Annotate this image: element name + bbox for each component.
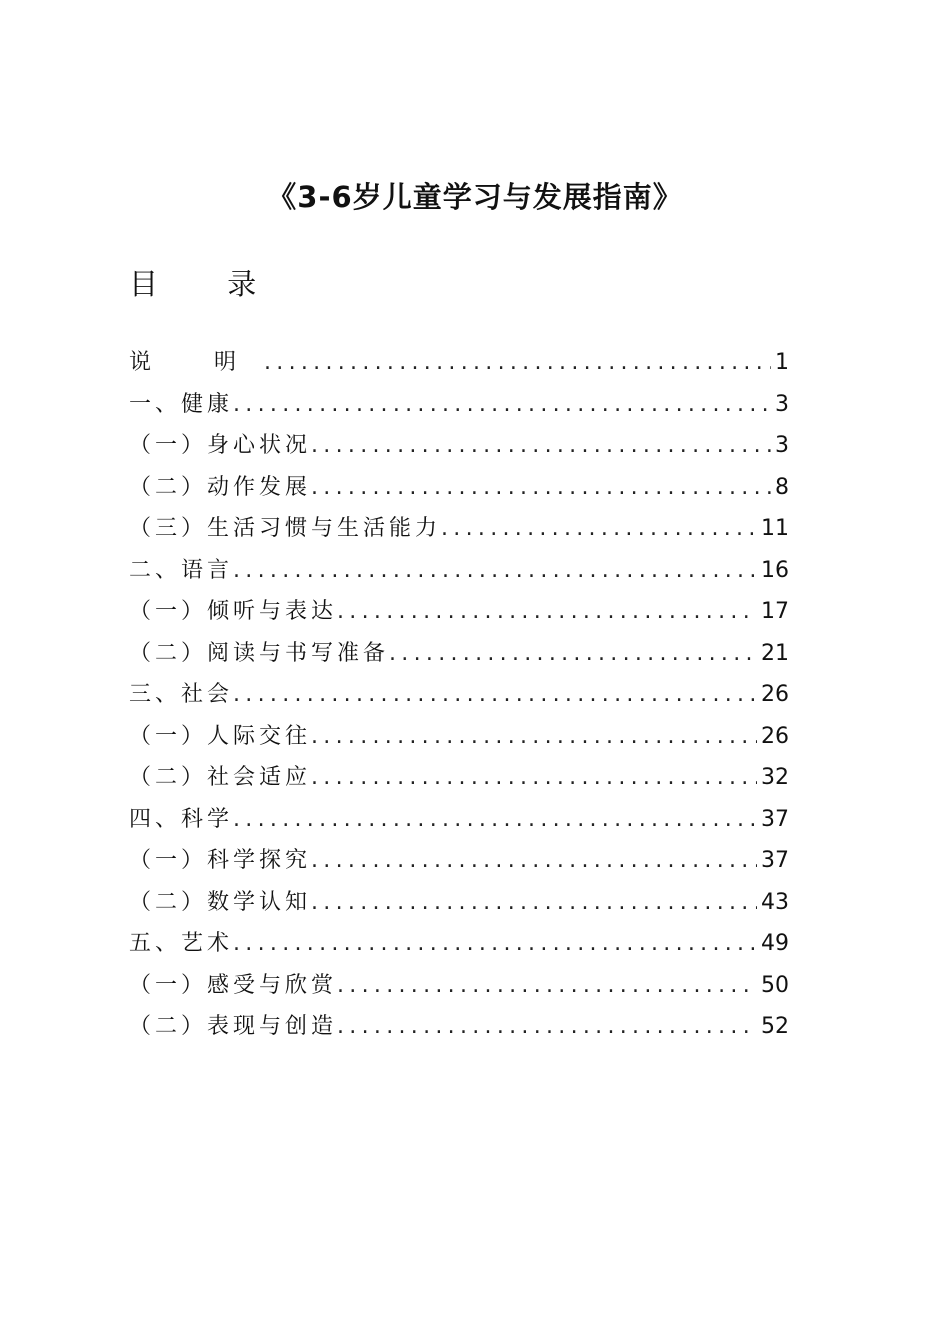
toc-entry-page: 1 [775,350,789,375]
toc-leader-dots [233,384,771,426]
toc-entry-label: 五、艺术 [129,931,234,956]
toc-leader-dots [233,550,757,592]
toc-entry[interactable] [129,633,789,675]
toc-entry-page: 26 [761,682,789,707]
toc-entry[interactable] [129,923,789,965]
toc-entry-page: 11 [761,516,789,541]
toc-entry-label: （一）科学探究 [129,848,312,873]
toc-entry-page: 50 [761,972,789,998]
toc-entry[interactable] [129,425,789,467]
toc-entry[interactable] [129,840,789,882]
toc-entry[interactable] [129,467,789,509]
toc-entry-page: 43 [761,889,789,915]
toc-entry-label: 四、科学 [129,806,234,832]
toc-entry-label: （二）阅读与书写准备 [129,640,390,666]
toc-entry-label: 二、语言 [129,557,234,583]
toc-leader-dots [337,1006,757,1048]
toc-entry-label: （一）人际交往 [129,723,312,749]
toc-entry-page: 3 [775,433,789,458]
toc-entry-label: （二）表现与创造 [129,1014,338,1039]
toc-entry-page: 17 [761,599,789,624]
toc-entry[interactable] [129,799,789,841]
toc-entry-label: 一、健康 [129,391,234,417]
toc-entry-page: 32 [761,765,789,790]
toc-entry[interactable] [129,384,789,426]
toc-leader-dots [337,965,757,1007]
toc-entry[interactable] [129,882,789,924]
toc-entry-page: 49 [761,931,789,956]
toc-leader-dots [337,591,757,633]
document-title: 《3-6岁儿童学习与发展指南》 [267,180,683,214]
toc-leader-dots [389,633,757,675]
toc-entry[interactable] [129,757,789,799]
toc-entry-label: 说 明 [129,350,264,375]
toc-entry-page: 52 [761,1014,789,1039]
toc-entry-page: 16 [761,557,789,583]
toc-heading: 目 录 [129,267,287,301]
toc-entry-label: （一）身心状况 [129,433,312,458]
toc-entry-label: （一）倾听与表达 [129,599,338,624]
toc-entry-label: 三、社会 [129,682,234,707]
toc-entry-page: 21 [761,640,789,666]
toc-leader-dots [233,674,757,716]
table-of-contents [129,342,789,1048]
toc-entry-label: （三）生活习惯与生活能力 [129,516,442,541]
toc-entry-page: 26 [761,723,789,749]
toc-entry-label: （二）社会适应 [129,765,312,790]
toc-entry-page: 37 [761,806,789,832]
toc-entry-label: （二）动作发展 [129,474,312,500]
toc-leader-dots [311,467,771,509]
toc-entry[interactable] [129,591,789,633]
toc-leader-dots [264,342,771,384]
toc-entry[interactable] [129,716,789,758]
toc-entry[interactable] [129,674,789,716]
toc-entry[interactable] [129,342,789,384]
toc-entry[interactable] [129,508,789,550]
toc-entry[interactable] [129,965,789,1007]
toc-entry[interactable] [129,550,789,592]
toc-leader-dots [233,799,757,841]
toc-leader-dots [311,840,757,882]
toc-leader-dots [311,425,771,467]
toc-leader-dots [311,757,757,799]
toc-leader-dots [311,716,757,758]
toc-entry-label: （二）数学认知 [129,889,312,915]
toc-leader-dots [441,508,757,550]
toc-entry-page: 3 [775,391,789,417]
toc-entry[interactable] [129,1006,789,1048]
toc-leader-dots [311,882,757,924]
toc-leader-dots [233,923,757,965]
toc-entry-page: 37 [761,848,789,873]
toc-entry-page: 8 [775,474,789,500]
toc-entry-label: （一）感受与欣赏 [129,972,338,998]
